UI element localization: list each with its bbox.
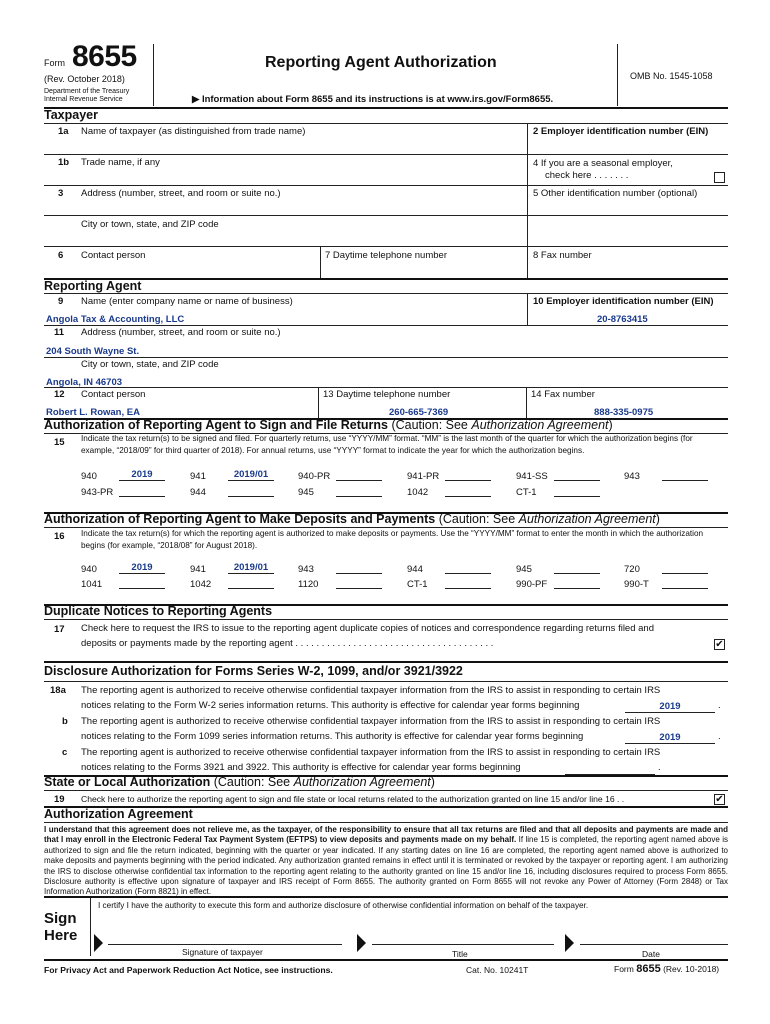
deposits-row2-field-4[interactable] [554, 577, 600, 589]
line-1b-label: Trade name, if any [81, 157, 160, 168]
line-3-number: 3 [58, 188, 64, 199]
sign-file-row2-field-3[interactable] [445, 485, 491, 497]
sign-file-row1-field-1[interactable]: 2019/01 [228, 469, 274, 481]
line-12-label: Contact person [81, 389, 146, 400]
line-11-label: Address (number, street, and room or suite no.) [81, 327, 281, 338]
line-18a-text-2: notices relating to the Form W-2 series information returns. This authority is effective for calendar year forms beginning [81, 700, 580, 711]
line-1a-label: Name of taxpayer (as distinguished from trade name) [81, 126, 306, 137]
sign-file-row2-field-4[interactable] [554, 485, 600, 497]
title-label: Title [452, 949, 468, 959]
date-line[interactable] [580, 944, 728, 945]
deposits-row2-field-3[interactable] [445, 577, 491, 589]
disclosure-heading: Disclosure Authorization for Forms Series W-2, 1099, and/or 3921/3922 [44, 664, 463, 678]
sign-file-row2-field-0[interactable] [119, 485, 165, 497]
agent-city-label: City or town, state, and ZIP code [81, 359, 219, 370]
line-17-number: 17 [54, 624, 65, 635]
deposits-row1-field-5[interactable] [662, 562, 708, 574]
deposits-row2-field-1[interactable] [228, 577, 274, 589]
deposits-row2-label-4: 990-PF [516, 579, 548, 590]
form-word: Form [44, 58, 65, 68]
sign-file-row1-field-0[interactable]: 2019 [119, 469, 165, 481]
agreement-text: I understand that this agreement does not relieve me, as the taxpayer, of the responsibility to ensure that all tax returns are filed and that all deposits and payments are made and that I may enroll in the Electronic Federal Tax Payment System (EFTPS) to view deposits and payments made on my behalf. If line 15 is completed, the reporting agent named above is authorized to sign and file the return indicated, beginning with the quarter or year indicated. If any starting dates on line 16 are completed, the reporting agent named above is authorized to make deposits and payments beginning with the period indicated. Any authorization granted remains in effect until it is terminated or revoked by the taxpayer or reporting agent. I am authorizing the IRS to disclose otherwise confidential tax information to the reporting agent relating to the authority granted on line 15 and/or line 16, including disclosures required to process Form 8655. Disclosure authority is effective upon signature of taxpayer and IRS receipt of Form 8655. The authority granted on Form 8655 will not revoke any Power of Attorney (Form 2848) or Tax Information Authorization (Form 8821) in effect. [44, 825, 728, 897]
sign-file-row2-field-1[interactable] [228, 485, 274, 497]
line-9-label: Name (enter company name or name of business) [81, 296, 293, 307]
line-17-text-2: deposits or payments made by the reporting agent . . . . . . . . . . . . . . . . . . . . . . . . . . . . . . . . . . . . . . [81, 638, 494, 649]
signature-label: Signature of taxpayer [182, 947, 263, 957]
footer-form-id: Form 8655 (Rev. 10-2018) [614, 963, 720, 975]
agent-phone-value[interactable]: 260-665-7369 [389, 407, 449, 418]
line-1b-number: 1b [58, 157, 70, 168]
line-18a-year-field[interactable]: 2019 [625, 701, 715, 713]
sign-file-row1-label-1: 941 [190, 471, 206, 482]
agent-ein-value[interactable]: 20-8763415 [597, 314, 648, 325]
privacy-notice: For Privacy Act and Paperwork Reduction Act Notice, see instructions. [44, 965, 333, 975]
deposits-row1-label-4: 945 [516, 564, 532, 575]
form-number: 8655 [72, 40, 137, 73]
line-18b-text-1: The reporting agent is authorized to receive otherwise confidential taxpayer information from the IRS to assist in responding to certain IRS [81, 716, 661, 727]
line-12-number: 12 [54, 389, 65, 400]
line-18a-text-1: The reporting agent is authorized to receive otherwise confidential taxpayer information from the IRS to assist in responding to certain IRS [81, 685, 661, 696]
catalog-number: Cat. No. 10241T [466, 965, 529, 975]
deposits-row1-field-0[interactable]: 2019 [119, 562, 165, 574]
sign-file-row2-label-4: CT-1 [516, 487, 537, 498]
line-6-number: 6 [58, 250, 64, 261]
title-line[interactable] [372, 944, 554, 945]
deposits-row1-field-2[interactable] [336, 562, 382, 574]
line-18b-period: . [718, 731, 721, 742]
deposits-row1-field-3[interactable] [445, 562, 491, 574]
date-arrow-icon [565, 934, 574, 952]
sign-file-row1-label-4: 941-SS [516, 471, 548, 482]
deposits-heading: Authorization of Reporting Agent to Make Deposits and Payments (Caution: See Authorization Agreement) [44, 512, 660, 526]
date-label: Date [642, 949, 660, 959]
deposits-row1-field-4[interactable] [554, 562, 600, 574]
sign-file-row1-field-2[interactable] [336, 469, 382, 481]
deposits-row2-label-3: CT-1 [407, 579, 428, 590]
department: Department of the Treasury [44, 88, 130, 95]
line-8-label: 8 Fax number [533, 250, 592, 261]
sign-file-row1-field-4[interactable] [554, 469, 600, 481]
sign-file-row2-label-0: 943-PR [81, 487, 114, 498]
agent-address-value[interactable]: 204 South Wayne St. [46, 346, 140, 357]
sign-file-row2-field-2[interactable] [336, 485, 382, 497]
taxpayer-city-label: City or town, state, and ZIP code [81, 219, 219, 230]
deposits-row2-label-0: 1041 [81, 579, 103, 590]
sign-file-row1-label-0: 940 [81, 471, 97, 482]
deposits-row2-label-2: 1120 [298, 579, 319, 590]
line-18c-text-1: The reporting agent is authorized to receive otherwise confidential taxpayer information from the IRS to assist in responding to certain IRS [81, 747, 661, 758]
line-9-number: 9 [58, 296, 64, 307]
line-19-number: 19 [54, 794, 65, 805]
deposits-row1-label-3: 944 [407, 564, 423, 575]
line-18c-text-2: notices relating to the Forms 3921 and 3922. This authority is effective for calendar year forms beginning [81, 762, 521, 773]
line-2-label: 2 Employer identification number (EIN) [533, 126, 709, 137]
sign-here-label: Sign Here [44, 910, 78, 944]
agent-city-value[interactable]: Angola, IN 46703 [46, 377, 123, 388]
line-5-label: 5 Other identification number (optional) [533, 188, 698, 199]
line-7-label: 7 Daytime telephone number [325, 250, 447, 261]
sign-file-row1-field-5[interactable] [662, 469, 708, 481]
line-15-text: Indicate the tax return(s) to be signed and filed. For quarterly returns, use “YYYY/MM” format. “MM” is the last month of the quarter for which the authorization begins (for example, “2018/09” for third quarter of 2018). For annual returns, use “YYYY” format to indicate the year for which the authorization begins. [81, 434, 693, 455]
line-13-label: 13 Daytime telephone number [323, 389, 451, 400]
line-19-text: Check here to authorize the reporting agent to sign and file state or local returns related to the authorization granted on line 15 and/or line 16 . . [81, 794, 625, 804]
signature-arrow-icon [94, 934, 103, 952]
line-18c-period: . [658, 762, 661, 773]
line-6-label: Contact person [81, 250, 146, 261]
line-4-label: 4 If you are a seasonal employer, [533, 158, 673, 169]
line-10-label: 10 Employer identification number (EIN) [533, 296, 714, 307]
sign-file-row1-label-3: 941-PR [407, 471, 440, 482]
line-18b-year-field[interactable]: 2019 [625, 732, 715, 744]
deposits-row2-field-5[interactable] [662, 577, 708, 589]
certify-text: I certify I have the authority to execute this form and authorize disclosure of otherwise confidential information on behalf of the taxpayer. [98, 901, 589, 910]
taxpayer-heading: Taxpayer [44, 108, 98, 122]
line-18b-number: b [62, 716, 68, 727]
line-11-number: 11 [54, 327, 65, 338]
sign-file-heading: Authorization of Reporting Agent to Sign and File Returns (Caution: See Authorization Agreement) [44, 418, 613, 432]
line-16-number: 16 [54, 531, 65, 542]
line-18a-period: . [718, 700, 721, 711]
agent-name-value[interactable]: Angola Tax & Accounting, LLC [46, 314, 185, 325]
line-18c-year-field[interactable] [565, 763, 655, 775]
form-title: Reporting Agent Authorization [265, 54, 497, 71]
deposits-row2-label-1: 1042 [190, 579, 212, 590]
duplicate-heading: Duplicate Notices to Reporting Agents [44, 604, 273, 618]
deposits-row2-field-2[interactable] [336, 577, 382, 589]
line-15-number: 15 [54, 437, 65, 448]
agreement-heading: Authorization Agreement [44, 807, 193, 821]
deposits-row1-label-1: 941 [190, 564, 206, 575]
deposits-row2-field-0[interactable] [119, 577, 165, 589]
state-heading: State or Local Authorization (Caution: See Authorization Agreement) [44, 775, 435, 789]
deposits-row1-label-5: 720 [624, 564, 640, 575]
sign-file-row2-label-3: 1042 [407, 487, 429, 498]
sign-file-row1-label-5: 943 [624, 471, 640, 482]
line-17-text-1: Check here to request the IRS to issue to the reporting agent duplicate copies of notices and correspondence regarding returns filed and [81, 623, 654, 634]
deposits-row1-label-0: 940 [81, 564, 97, 575]
reporting-agent-heading: Reporting Agent [44, 279, 142, 293]
form-info-line: ▶ Information about Form 8655 and its instructions is at www.irs.gov/Form8655. [192, 94, 554, 105]
state-local-checkbox[interactable]: ✔ [715, 794, 724, 805]
duplicate-notices-checkbox[interactable]: ✔ [715, 639, 724, 650]
line-18b-text-2: notices relating to the Form 1099 series information returns. This authority is effective for calendar year forms beginning [81, 731, 584, 742]
irs-name: Internal Revenue Service [44, 96, 123, 103]
agent-contact-value[interactable]: Robert L. Rowan, EA [46, 407, 140, 418]
deposits-row1-field-1[interactable]: 2019/01 [228, 562, 274, 574]
line-3-label: Address (number, street, and room or suite no.) [81, 188, 281, 199]
line-16-text: Indicate the tax return(s) for which the reporting agent is authorized to make deposits or payments. Use the “YYYY/MM” format to enter the month in which the authorization begins (for example, “2018/08” for August 2018). [81, 529, 704, 550]
agent-fax-value[interactable]: 888-335-0975 [594, 407, 654, 418]
sign-file-row2-label-2: 945 [298, 487, 314, 498]
deposits-row1-label-2: 943 [298, 564, 314, 575]
line-18a-number: 18a [50, 685, 66, 696]
line-4-label-2: check here . . . . . . . [545, 170, 629, 181]
omb-number: OMB No. 1545-1058 [630, 71, 713, 81]
line-14-label: 14 Fax number [531, 389, 595, 400]
deposits-row2-label-5: 990-T [624, 579, 649, 590]
sign-file-row1-label-2: 940-PR [298, 471, 331, 482]
line-1a-number: 1a [58, 126, 69, 137]
form-revision: (Rev. October 2018) [44, 74, 125, 84]
signature-line[interactable] [108, 944, 342, 945]
sign-file-row1-field-3[interactable] [445, 469, 491, 481]
sign-file-row2-label-1: 944 [190, 487, 206, 498]
title-arrow-icon [357, 934, 366, 952]
line-18c-number: c [62, 747, 68, 758]
seasonal-employer-checkbox[interactable] [714, 172, 725, 183]
